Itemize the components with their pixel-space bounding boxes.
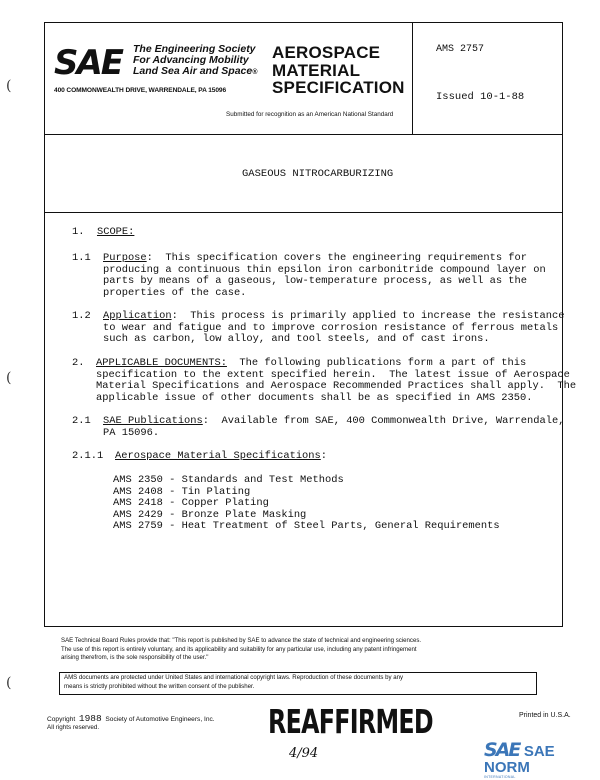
section-1-1-number: 1.1: [72, 252, 91, 264]
document-title: GASEOUS NITROCARBURIZING: [242, 168, 394, 180]
title-line-1: AEROSPACE: [272, 43, 381, 62]
watermark-text: SAE NORM: [484, 743, 555, 776]
watermark-logo: SAE: [484, 739, 520, 761]
section-2-title: APPLICABLE DOCUMENTS:: [96, 357, 227, 369]
list-item: AMS 2350 - Standards and Test Methods: [113, 474, 344, 486]
reaffirmed-date: 4/94: [289, 746, 319, 761]
issued-date: Issued 10-1-88: [436, 91, 525, 103]
sae-logo: SAE: [54, 43, 123, 83]
section-2-paragraph: APPLICABLE DOCUMENTS: The following publications form a part of this specification to the extent specified herein. The latest issue of Aerospace Material Specifications and Aerospace Recommended Practices shall apply. The applicable issue of other documents shall be as specified in AMS 2350.: [96, 357, 577, 404]
copyright-year: 1988: [78, 713, 102, 724]
title-divider: [44, 212, 563, 213]
title-line-2: MATERIAL: [272, 60, 361, 80]
section-1-2-paragraph: Application: This process is primarily applied to increase the resistance to wear and fatigue and to improve corrosion resistance of ferrous metals such as carbon, low alloy, and tool steels, and of cast irons.: [103, 310, 565, 346]
section-1-1-label: Purpose: [103, 252, 147, 264]
document-number: AMS 2757: [436, 44, 485, 55]
title-line-3: SPECIFICATION: [272, 78, 405, 97]
society-line-3: Land Sea Air and Space®: [133, 65, 258, 77]
section-1-heading: 1. SCOPE:: [72, 226, 135, 238]
section-2-1-paragraph: SAE Publications: Available from SAE, 400 Commonwealth Drive, Warrendale, PA 15096.: [103, 415, 565, 439]
section-1-1-paragraph: Purpose: This specification covers the engineering requirements for producing a continuous thin epsilon iron carbonitride compound layer on parts by means of a gaseous, low-temperature process, as well as the properties of the case.: [103, 252, 546, 299]
punch-hole-mark-bottom: (: [6, 675, 12, 691]
punch-hole-mark-top: (: [6, 78, 12, 94]
list-item: AMS 2429 - Bronze Plate Masking: [113, 508, 307, 521]
section-2-1-label: SAE Publications: [103, 415, 203, 427]
section-2-1-number: 2.1: [72, 415, 91, 427]
list-item: AMS 2408 - Tin Plating: [113, 485, 251, 498]
section-2-1-1-number: 2.1.1: [72, 450, 104, 462]
section-1-2-number: 1.2: [72, 310, 91, 322]
header-divider: [44, 134, 563, 135]
ams-reference-list: [113, 475, 500, 533]
copyright-notice: AMS documents are protected under United States and international copyright laws. Reproduction of these documents by any means is strictly prohibited without the written consent of the publisher.: [64, 674, 404, 690]
header-vertical-divider: [412, 22, 413, 134]
rights-reserved: All rights reserved.: [47, 724, 100, 731]
list-item: AMS 2759 - Heat Treatment of Steel Parts, General Requirements: [113, 520, 500, 533]
spec-type-title: [272, 44, 405, 97]
society-line-1: The Engineering Society: [133, 43, 256, 55]
printed-in: Printed in U.S.A.: [519, 712, 571, 719]
section-2-1-1-label: Aerospace Material Specifications: [115, 450, 321, 462]
watermark-subtext: INTERNATIONAL: [484, 775, 516, 779]
reaffirmed-stamp: REAFFIRMED: [268, 702, 433, 741]
society-address: 400 COMMONWEALTH DRIVE, WARRENDALE, PA 15096: [54, 87, 227, 94]
list-item: AMS 2418 - Copper Plating: [113, 497, 269, 510]
technical-board-rules: SAE Technical Board Rules provide that: "This report is published by SAE to advance the state of technical and engineering sciences. The use of this report is entirely voluntary, and its applicability and suitability for any particular use, including any patent infringement arising therefrom, is the sole responsibility of the user.": [61, 637, 422, 662]
society-tagline: [133, 44, 257, 78]
section-1-title: SCOPE:: [96, 226, 135, 238]
section-1-2-label: Application: [103, 310, 172, 322]
punch-hole-mark-middle: (: [6, 370, 12, 386]
copyright-line: Copyright 1988 Society of Automotive Engineers, Inc.: [47, 713, 215, 724]
submitted-note: Submitted for recognition as an American National Standard: [226, 111, 394, 118]
sae-norm-watermark: [484, 741, 600, 780]
society-line-2: For Advancing Mobility: [133, 54, 249, 66]
section-2-number: 2.: [72, 357, 85, 369]
section-2-1-1-heading: Aerospace Material Specifications:: [115, 450, 328, 462]
